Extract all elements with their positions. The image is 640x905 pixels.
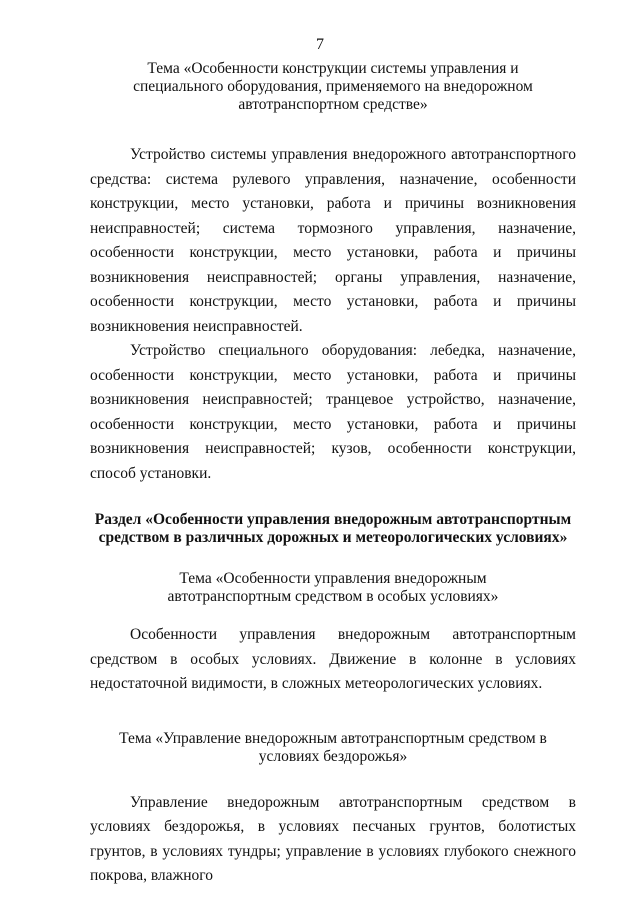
paragraph-special-equipment: Устройство специального оборудования: лебедка, назначение, особенности конструкции, место установки, работа и причины возникновения неисправностей; транцевое устройство, назначение, особенности конструкции, место установки, работа и причины возникновения неисправностей; кузов, особенности конструкции, способ установки. <box>90 342 576 482</box>
topic-title-special-conditions: Тема «Особенности управления внедорожным автотранспортным средством в особых условиях» <box>167 570 499 605</box>
topic-title-off-road: Тема «Управление внедорожным автотранспортным средством в условиях бездорожья» <box>119 729 547 765</box>
page-number: 7 <box>316 36 324 53</box>
section-title-driving-conditions: Раздел «Особенности управления внедорожным автотранспортным средством в различных дорожных и метеорологических условиях» <box>94 511 572 546</box>
paragraph-special-conditions: Особенности управления внедорожным автотранспортным средством в особых условиях. Движение в колонне в условиях недостаточной видимости, в сложных метеорологических условиях. <box>90 626 576 692</box>
paragraph-control-system: Устройство системы управления внедорожного автотранспортного средства: система рулевого управления, назначение, особенности конструкции, место установки, работа и причины возникновения неисправностей; система тормозного управления, назначение, особенности конструкции, место установки, работа и причины возникновения неисправностей; органы управления, назначение, особенности конструкции, место установки, работа и причины возникновения неисправностей. <box>90 146 576 335</box>
page-content <box>90 60 576 889</box>
topic-title-control-system: Тема «Особенности конструкции системы управления и специального оборудования, применяемого на внедорожном автотранспортном средстве» <box>133 60 533 113</box>
paragraph-off-road: Управление внедорожным автотранспортным средством в условиях бездорожья, в условиях песчаных грунтов, болотистых грунтов, в условиях тундры; управление в условиях глубокого снежного покрова, влажного <box>90 793 576 884</box>
